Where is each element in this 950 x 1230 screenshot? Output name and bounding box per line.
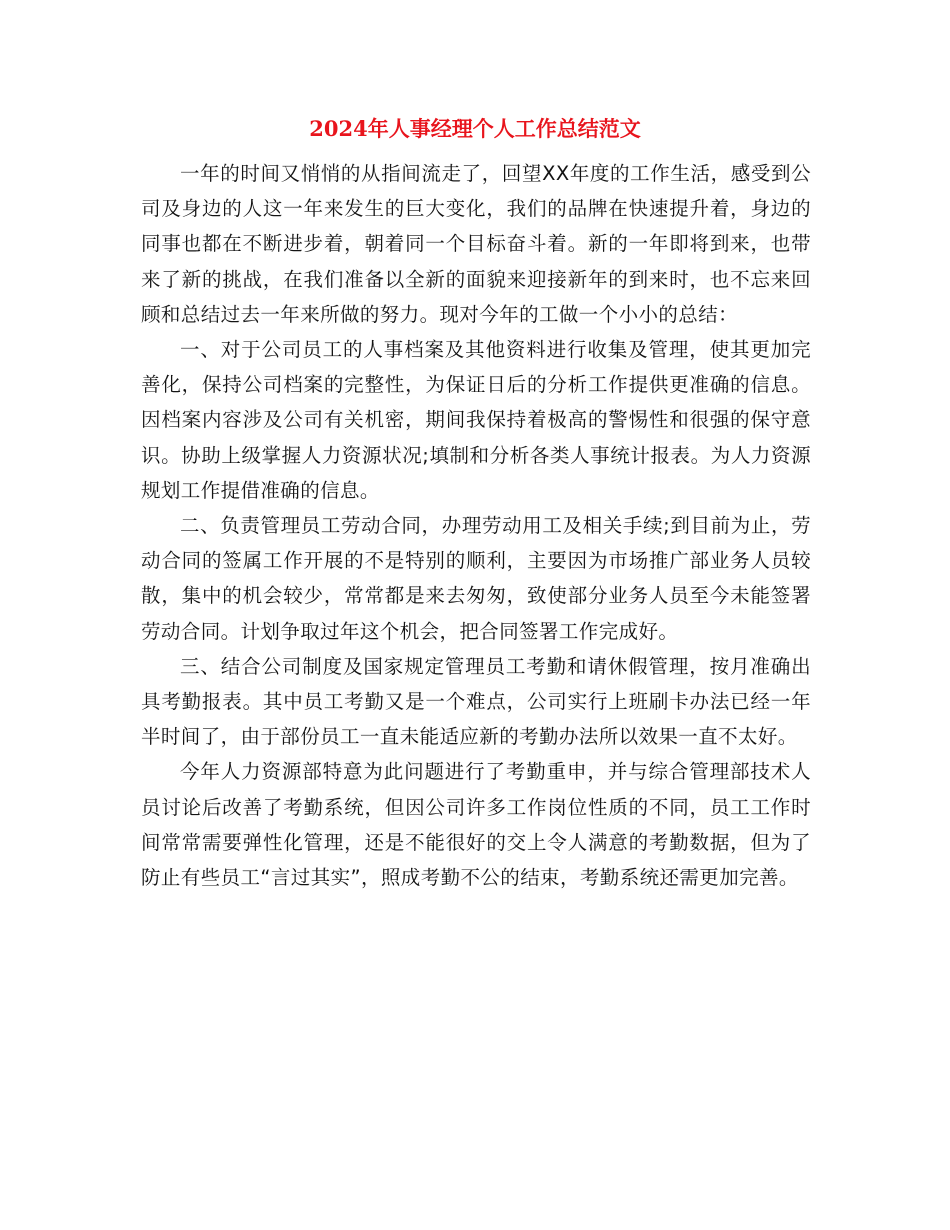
paragraph-item-1: 一、对于公司员工的人事档案及其他资料进行收集及管理，使其更加完善化，保持公司档案的完整性，为保证日后的分析工作提供更准确的信息。因档案内容涉及公司有关机密，期间我保持着极高的警惕性和很强的保守意识。协助上级掌握人力资源状况;填制和分析各类人事统计报表。为人力资源规划工作提借准确的信息。 — [141, 338, 811, 502]
paragraph-intro: 一年的时间又悄悄的从指间流走了，回望XX年度的工作生活，感受到公司及身边的人这一年来发生的巨大变化，我们的品牌在快速提升着，身边的同事也都在不断进步着，朝着同一个目标奋斗着。新的一年即将到来，也带来了新的挑战，在我们准备以全新的面貌来迎接新年的到来时，也不忘来回顾和总结过去一年来所做的努力。现对今年的工做一个小小的总结： — [141, 162, 811, 326]
paragraph-item-3: 三、结合公司制度及国家规定管理员工考勤和请休假管理，按月准确出具考勤报表。其中员工考勤又是一个难点，公司实行上班刷卡办法已经一年半时间了，由于部份员工一直未能适应新的考勤办法所以效果一直不太好。 — [141, 654, 811, 749]
document-title: 2024年人事经理个人工作总结范文 — [309, 116, 641, 141]
paragraph-attendance: 今年人力资源部特意为此问题进行了考勤重申，并与综合管理部技术人员讨论后改善了考勤系统，但因公司许多工作岗位性质的不同，员工工作时间常常需要弹性化管理，还是不能很好的交上令人满意的考勤数据，但为了防止有些员工“言过其实”，照成考勤不公的结束，考勤系统还需更加完善。 — [141, 760, 811, 890]
document-body — [141, 156, 811, 895]
paragraph-item-2: 二、负责管理员工劳动合同，办理劳动用工及相关手续;到目前为止，劳动合同的签属工作开展的不是特别的顺利，主要因为市场推广部业务人员较散，集中的机会较少，常常都是来去匆匆，致使部分业务人员至今未能签署劳动合同。计划争取过年这个机会，把合同签署工作完成好。 — [141, 514, 811, 643]
